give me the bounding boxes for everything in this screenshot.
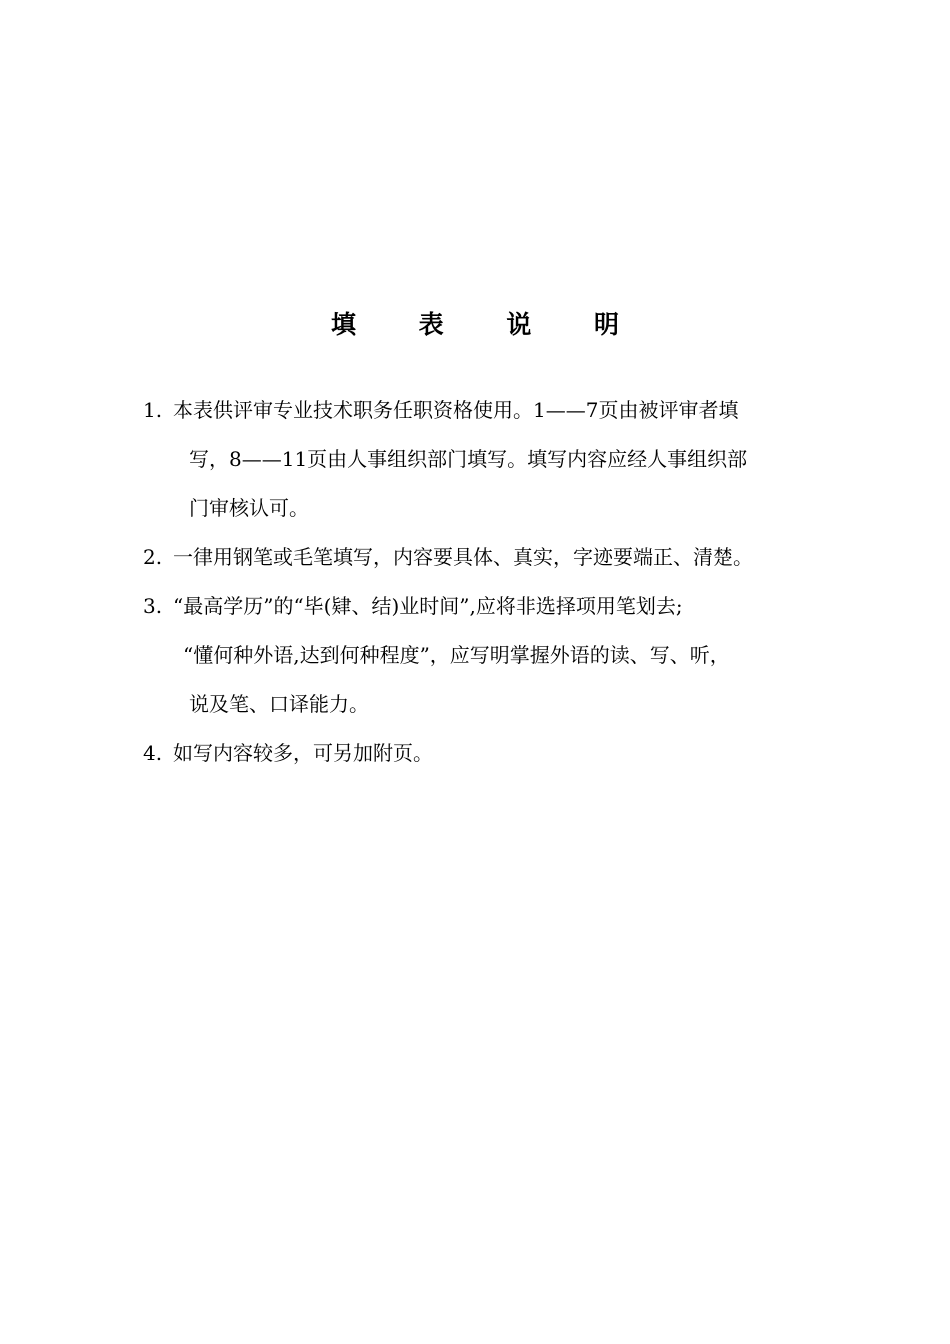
instruction-number: 3.	[143, 594, 163, 618]
instruction-line: 本表供评审专业技术职务任职资格使用。1——7页由被评审者填	[173, 398, 739, 422]
instruction-line: 说及笔、口译能力。	[189, 692, 369, 716]
instruction-line: 如写内容较多，可另加附页。	[173, 741, 433, 765]
instruction-line: 门审核认可。	[189, 496, 309, 520]
instruction-line: “最高学历”的“毕(肄、结)业时间”,应将非选择项用笔划去;	[173, 594, 683, 618]
instruction-number: 4.	[143, 741, 163, 765]
instruction-number: 2.	[143, 545, 163, 569]
instruction-line: 一律用钢笔或毛笔填写，内容要具体、真实，字迹要端正、清楚。	[173, 545, 753, 569]
instruction-item-3	[143, 582, 813, 729]
instruction-number: 1.	[143, 398, 163, 422]
instruction-line: “懂何种外语,达到何种程度”，应写明掌握外语的读、写、听，	[183, 643, 730, 667]
instruction-item-1	[143, 386, 813, 533]
page-title: 填 表 说 明	[330, 310, 647, 339]
instruction-line: 写，8——11页由人事组织部门填写。填写内容应经人事组织部	[189, 447, 748, 471]
instruction-item-2	[143, 533, 813, 582]
instruction-item-4	[143, 729, 813, 778]
